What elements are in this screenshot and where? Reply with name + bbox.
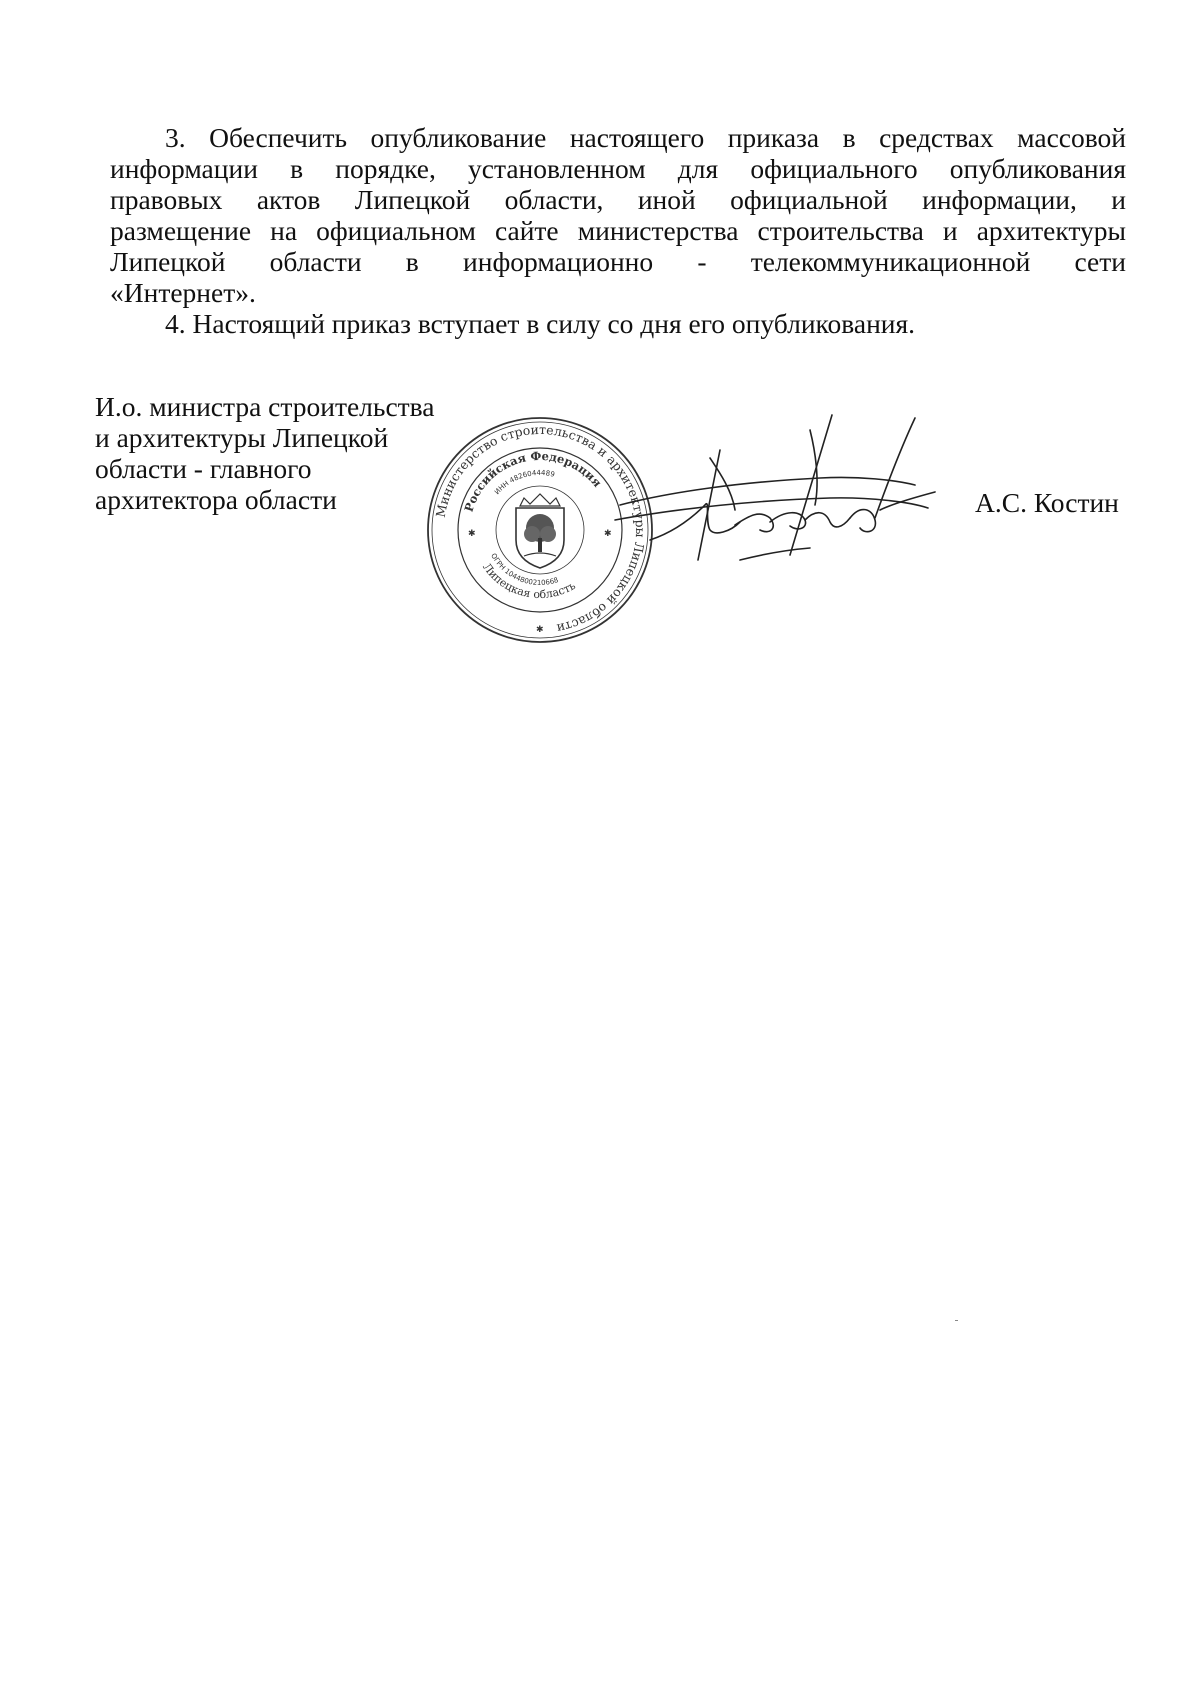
seal-ogrn-text: ОГРН 1044800210668 xyxy=(489,551,560,588)
seal-star-icon-right: ✱ xyxy=(604,528,612,538)
seal-inn-text: ИНН 4826044489 xyxy=(493,468,556,497)
order-body-text xyxy=(110,122,1126,339)
position-line-1: И.о. министра строительства xyxy=(95,391,435,422)
paragraph-3-line-5: Липецкой области в информационно - телекоммуникационной сети xyxy=(110,246,1126,277)
paragraph-3-line-6: «Интернет». xyxy=(110,277,256,308)
paragraph-3-line-1: 3. Обеспечить опубликование настоящего приказа в средствах массовой xyxy=(165,122,1126,153)
position-line-4: архитектора области xyxy=(95,484,337,515)
signer-name: А.С. Костин xyxy=(975,487,1119,518)
signatory-position xyxy=(95,391,455,515)
seal-star-icon-bottom: ✱ xyxy=(536,624,544,634)
scan-artifact xyxy=(955,1320,958,1321)
paragraph-3 xyxy=(110,122,1126,308)
paragraph-3-line-2: информации в порядке, установленном для официального опубликования xyxy=(110,153,1126,184)
coat-of-arms-icon xyxy=(516,494,564,568)
paragraph-4: 4. Настоящий приказ вступает в силу со дня его опубликования. xyxy=(165,308,916,339)
handwritten-signature xyxy=(610,410,940,600)
signature-graphic xyxy=(610,410,940,600)
seal-star-icon: ✱ xyxy=(468,528,476,538)
paragraph-3-line-4: размещение на официальном сайте министерства строительства и архитектуры xyxy=(110,215,1126,246)
position-line-2: и архитектуры Липецкой xyxy=(95,422,389,453)
seal-bottom-text: Липецкая область xyxy=(480,560,578,602)
position-line-3: области - главного xyxy=(95,453,312,484)
seal-inner-text: Российская Федерация xyxy=(461,448,605,514)
seal-outer-text: Министерство строительства и архитектуры Липецкой области xyxy=(432,421,649,637)
paragraph-3-line-3: правовых актов Липецкой области, иной официальной информации, и xyxy=(110,184,1126,215)
